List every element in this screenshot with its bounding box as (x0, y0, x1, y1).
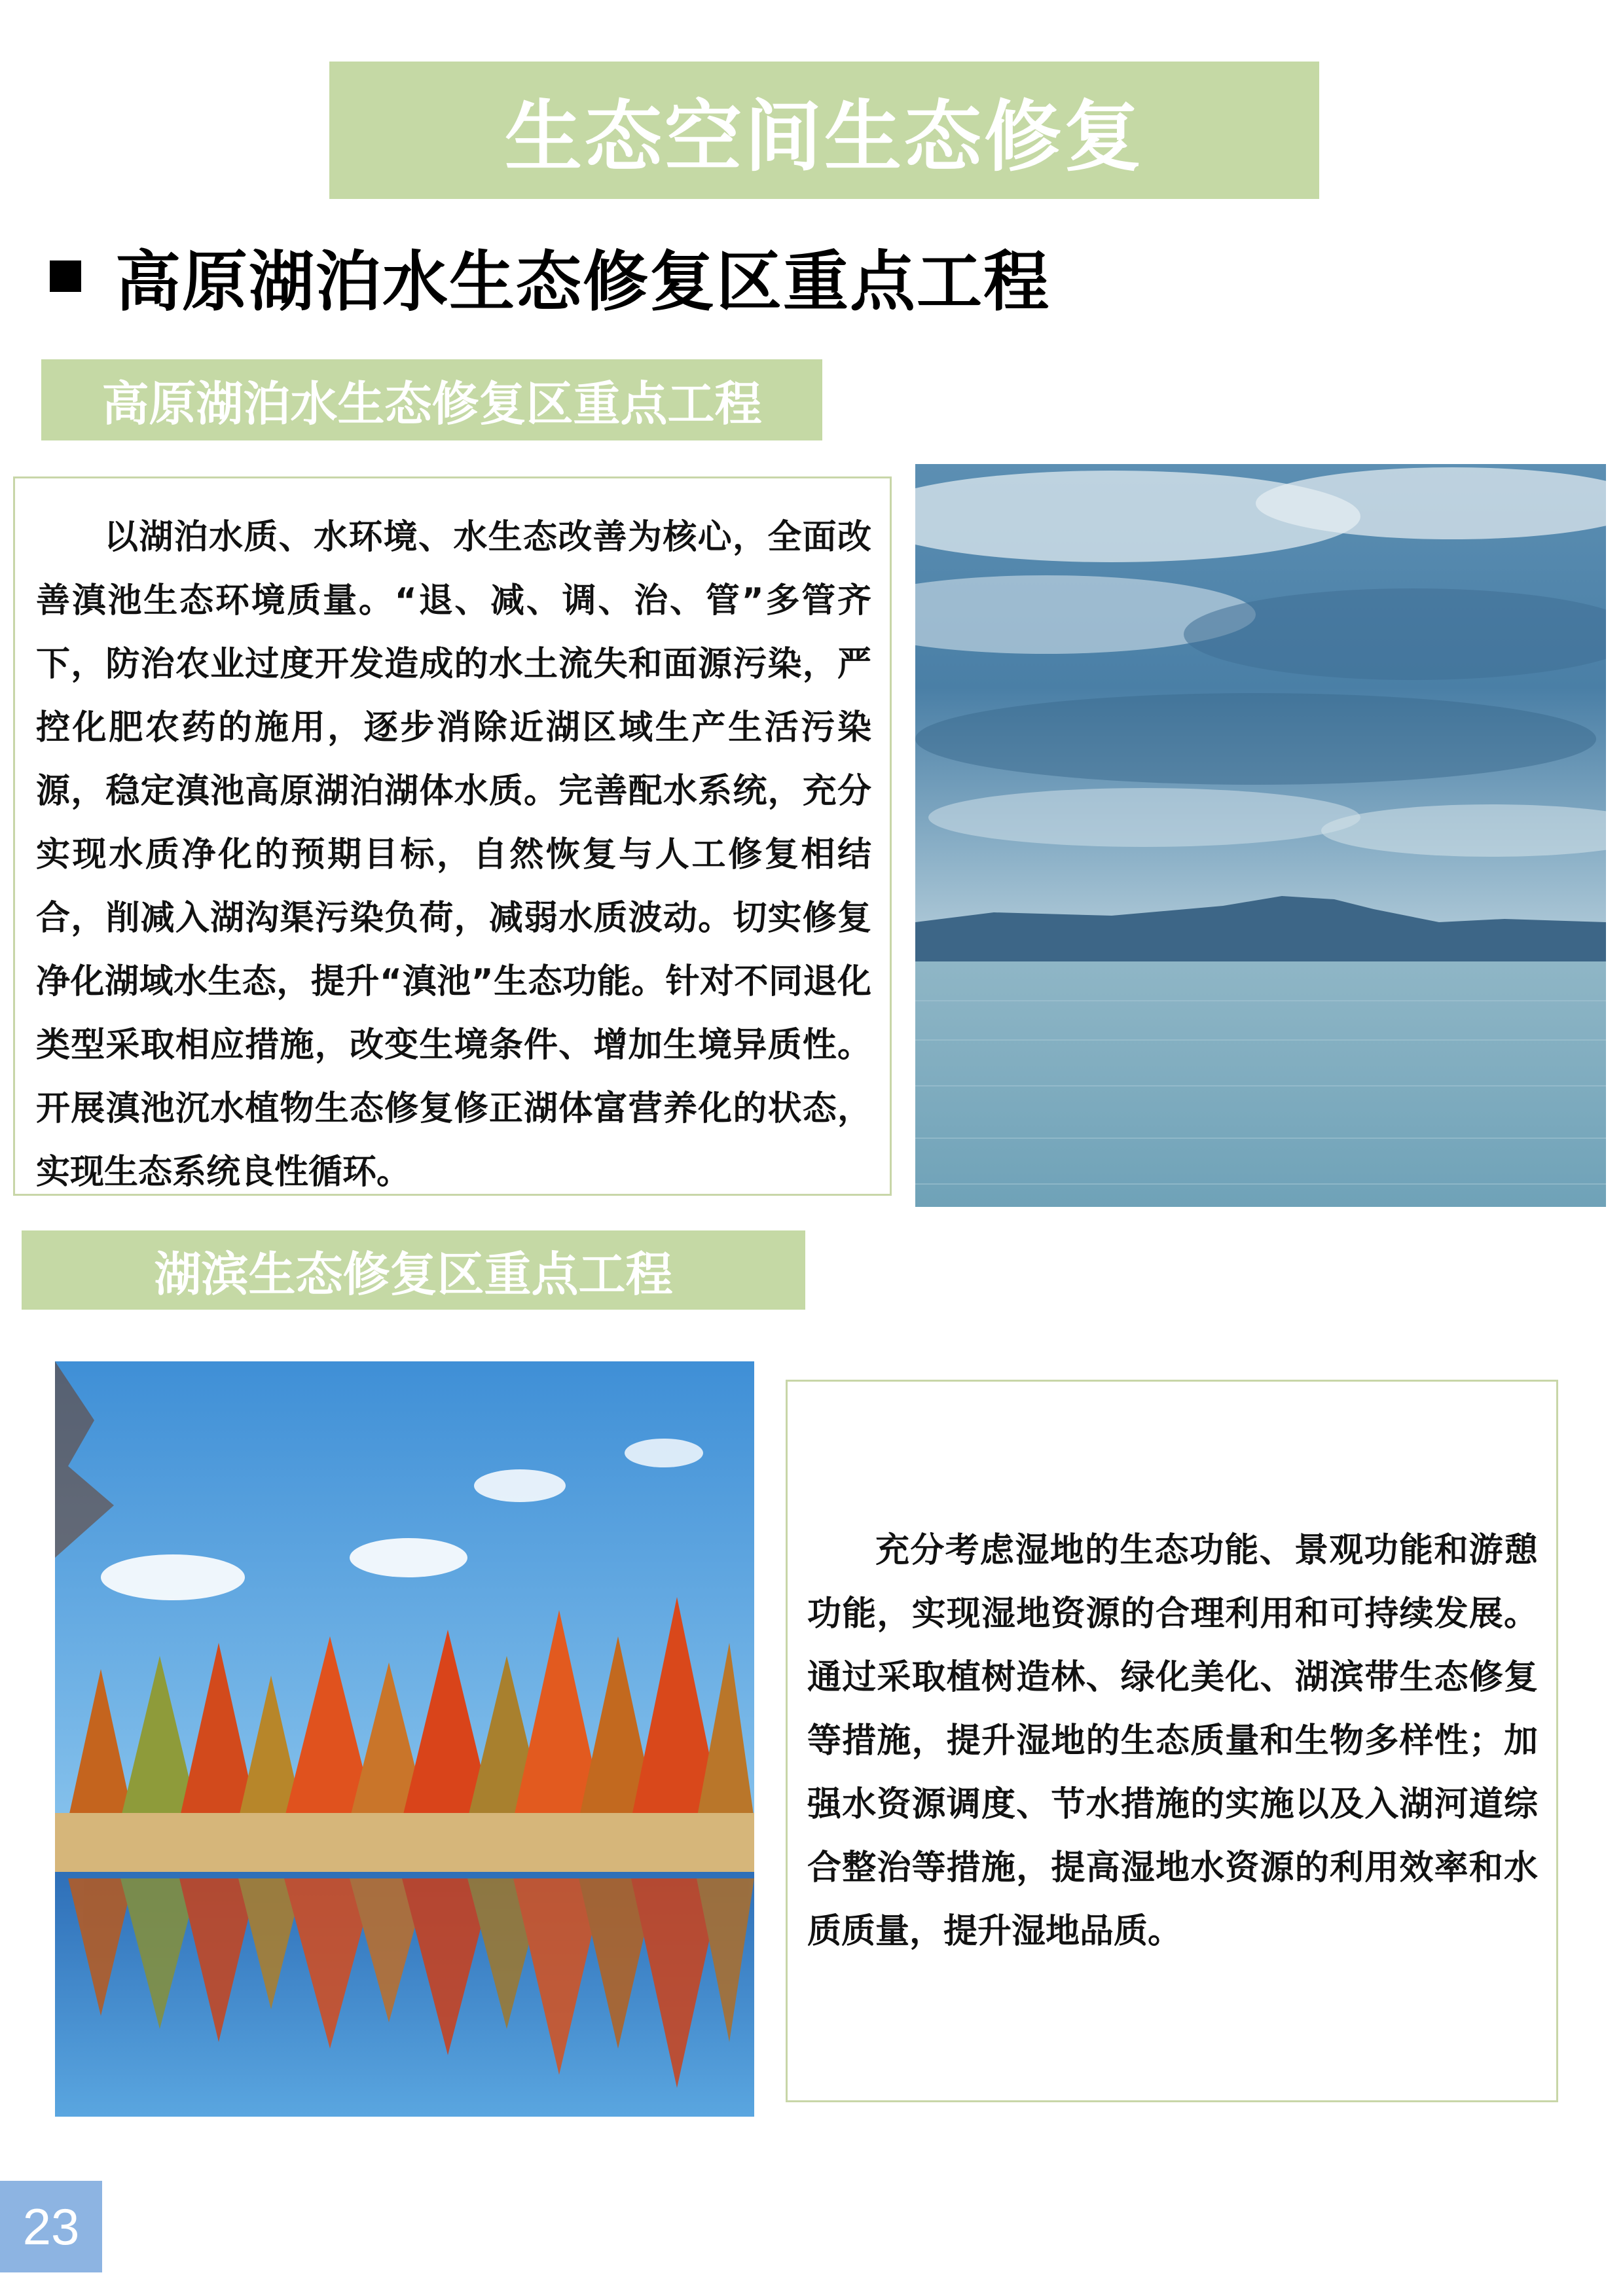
subsection-2-textbox (786, 1380, 1558, 2102)
forest-image (55, 1361, 754, 2117)
page-banner (329, 62, 1319, 199)
subsection-1-header (41, 359, 822, 440)
page-number: 23 (22, 2197, 80, 2255)
page-number-badge (0, 2181, 102, 2272)
lake-image (915, 464, 1606, 1207)
page-title: 生态空间生态修复 (504, 92, 1144, 182)
subsection-2-paragraph: 充分考虑湿地的生态功能、景观功能和游憩功能，实现湿地资源的合理利用和可持续发展。通过采取植树造林、绿化美化、湖滨带生态修复等措施，提升湿地的生态质量和生物多样性；加强水资源调度、节水措施的实施以及入湖河道综合整治等措施，提高湿地水资源的利用效率和水质质量，提升湿地品质。 (807, 1530, 1538, 1951)
forest-lake-photo (55, 1361, 754, 2117)
square-bullet-icon (50, 260, 81, 292)
subsection-2-header (22, 1230, 805, 1310)
subsection-1-textbox (13, 476, 892, 1196)
subsection-2-title: 湖滨生态修复区重点工程 (154, 1246, 673, 1302)
lake-photo (915, 464, 1606, 1207)
subsection-1-title: 高原湖泊水生态修复区重点工程 (101, 376, 762, 431)
section-heading (50, 237, 1050, 320)
subsection-1-paragraph: 以湖泊水质、水环境、水生态改善为核心，全面改善滇池生态环境质量。“退、减、调、治、管”多管齐下，防治农业过度开发造成的水土流失和面源污染，严控化肥农药的施用，逐步消除近湖区域生产生活污染源，稳定滇池高原湖泊湖体水质。完善配水系统，充分实现水质净化的预期目标，自然恢复与人工修复相结合，削减入湖沟渠污染负荷，减弱水质波动。切实修复净化湖域水生态，提升“滇池”生态功能。针对不同退化类型采取相应措施，改变生境条件、增加生境异质性。开展滇池沉水植物生态修复修正湖体富营养化的状态，实现生态系统良性循环。 (36, 518, 871, 1192)
section-heading-text: 高原湖泊水生态修复区重点工程 (115, 243, 1050, 320)
